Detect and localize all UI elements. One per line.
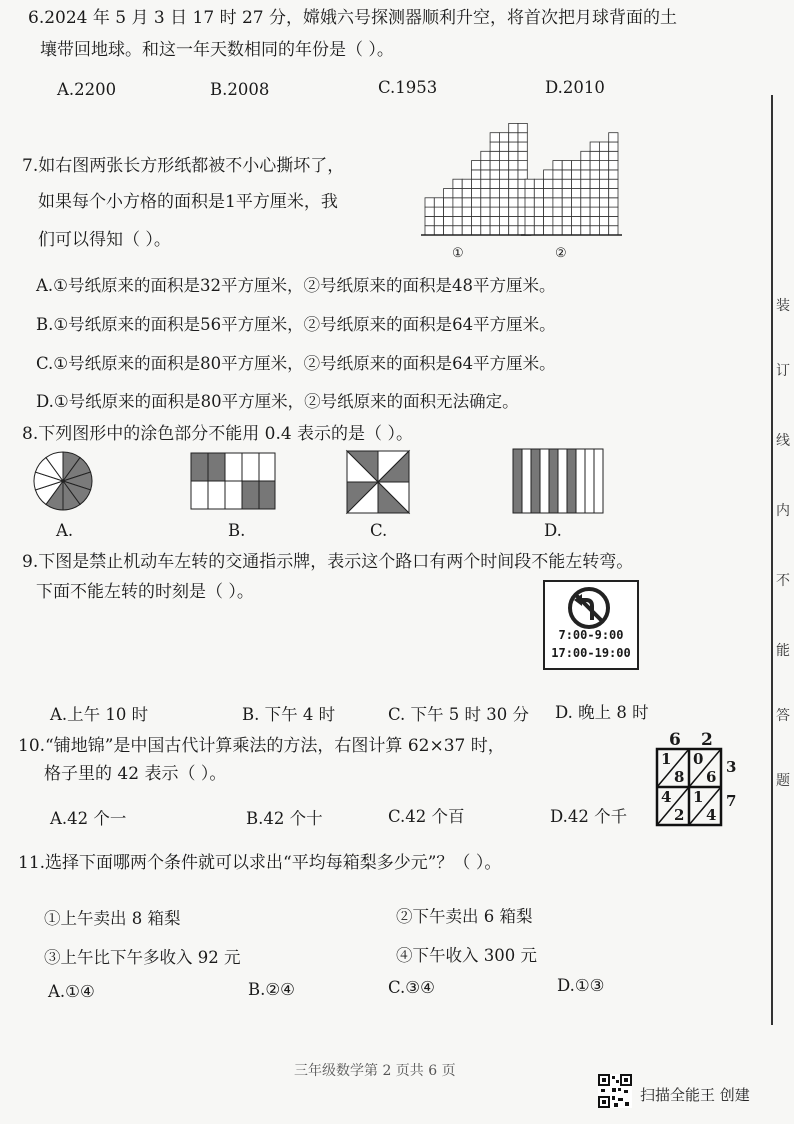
q9-option-a: A.上午 10 时 [50,705,149,724]
lattice-right-digit: 3 [726,758,737,776]
q7-option-b: B.①号纸原来的面积是56平方厘米，②号纸原来的面积是64平方厘米。 [36,315,556,334]
lattice-cell-digit: 0 [693,750,704,768]
q10-option-b: B.42 个十 [246,809,323,828]
q10-stem-line1: 10.“铺地锦”是中国古代计算乘法的方法，右图计算 62×37 时， [18,736,505,756]
q8-figure-a-circle [32,450,94,512]
scanner-watermark: 扫描全能王 创建 [640,1086,750,1104]
q7-stem-line1: 7.如右图两张长方形纸都被不小心撕坏了， [22,156,345,176]
lattice-cell-digit: 6 [706,768,717,786]
lattice-cell-digit: 2 [674,806,685,824]
q10-option-c: C.42 个百 [388,807,465,826]
q6-option-a: A.2200 [57,80,117,99]
q11-condition-1: ①上午卖出 8 箱梨 [44,909,181,928]
q6-option-b: B.2008 [210,80,270,99]
q7-stem-line3: 们可以得知（ ）。 [38,230,171,250]
q10-stem-line2: 格子里的 42 表示（ ）。 [44,764,227,784]
q7-option-a: A.①号纸原来的面积是32平方厘米，②号纸原来的面积是48平方厘米。 [36,276,556,295]
q10-option-a: A.42 个一 [50,809,127,828]
lattice-cell-digit: 8 [674,768,685,786]
binding-margin-char: 订 [776,363,790,379]
q11-option-d: D.①③ [557,976,605,995]
binding-margin-char: 能 [776,643,790,659]
q9-option-c: C. 下午 5 时 30 分 [388,705,529,724]
q8-label-d: D. [544,521,562,540]
lattice-top-digit: 6 [669,730,681,750]
q9-stem-line1: 9.下图是禁止机动车左转的交通指示牌，表示这个路口有两个时间段不能左转弯。 [22,552,634,572]
q8-stem: 8.下列图形中的涂色部分不能用 0.4 表示的是（ ）。 [22,424,413,444]
q11-option-c: C.③④ [388,978,435,997]
q6-option-c: C.1953 [378,78,438,97]
lattice-multiplication-grid [656,730,756,830]
figure-label-1: ① [452,246,464,261]
lattice-cell-digit: 1 [693,788,704,806]
q7-stem-line2: 如果每个小方格的面积是1平方厘米，我 [38,192,338,212]
binding-margin-char: 装 [776,298,790,314]
binding-margin-char: 题 [776,773,790,789]
q9-option-d: D. 晚上 8 时 [555,703,649,722]
lattice-right-digit: 7 [726,792,737,810]
q9-option-b: B. 下午 4 时 [242,705,336,724]
q11-option-a: A.①④ [48,982,95,1001]
q10-option-d: D.42 个千 [550,807,628,826]
binding-margin-char: 线 [776,433,790,449]
q11-condition-3: ③上午比下午多收入 92 元 [44,948,241,967]
lattice-top-digit: 2 [701,730,713,750]
binding-line [771,95,773,1025]
lattice-cell-digit: 1 [661,750,672,768]
torn-paper [421,123,531,235]
q8-figure-d-stripes [512,448,604,514]
binding-margin-char: 内 [776,503,790,519]
no-left-turn-sign [543,580,639,670]
q8-label-c: C. [370,521,388,540]
lattice-cell-digit: 4 [661,788,672,806]
q8-label-b: B. [228,521,246,540]
torn-paper-figure [420,125,620,265]
lattice-cell-digit: 4 [706,806,717,824]
no-left-turn-icon [565,586,613,630]
binding-margin-char: 答 [776,708,790,724]
q7-option-d: D.①号纸原来的面积是80平方厘米，②号纸原来的面积无法确定。 [36,392,519,411]
sign-time-2: 17:00-19:00 [551,646,631,660]
q11-condition-2: ②下午卖出 6 箱梨 [396,907,533,926]
qr-code-icon [598,1074,632,1108]
q9-stem-line2: 下面不能左转的时刻是（ ）。 [36,582,254,602]
q7-option-c: C.①号纸原来的面积是80平方厘米，②号纸原来的面积是64平方厘米。 [36,354,556,373]
torn-paper [521,133,622,235]
q6-option-d: D.2010 [545,78,605,97]
q8-figure-c-square [346,450,410,514]
figure-label-2: ② [555,246,567,261]
q6-stem-line1: 6.2024 年 5 月 3 日 17 时 27 分，嫦娥六号探测器顺利升空，将首次把月球背面的土 [28,8,678,28]
binding-margin-char: 不 [776,573,790,589]
q8-figure-b-grid [190,452,276,510]
q8-label-a: A. [56,521,74,540]
q6-stem-line2: 壤带回地球。和这一年天数相同的年份是（ ）。 [40,40,394,60]
sign-time-1: 7:00-9:00 [558,628,624,642]
q11-option-b: B.②④ [248,980,295,999]
q11-stem: 11.选择下面哪两个条件就可以求出“平均每箱梨多少元”？（ ）。 [18,853,502,873]
page-footer: 三年级数学第 2 页共 6 页 [294,1063,456,1079]
q11-condition-4: ④下午收入 300 元 [396,946,537,965]
